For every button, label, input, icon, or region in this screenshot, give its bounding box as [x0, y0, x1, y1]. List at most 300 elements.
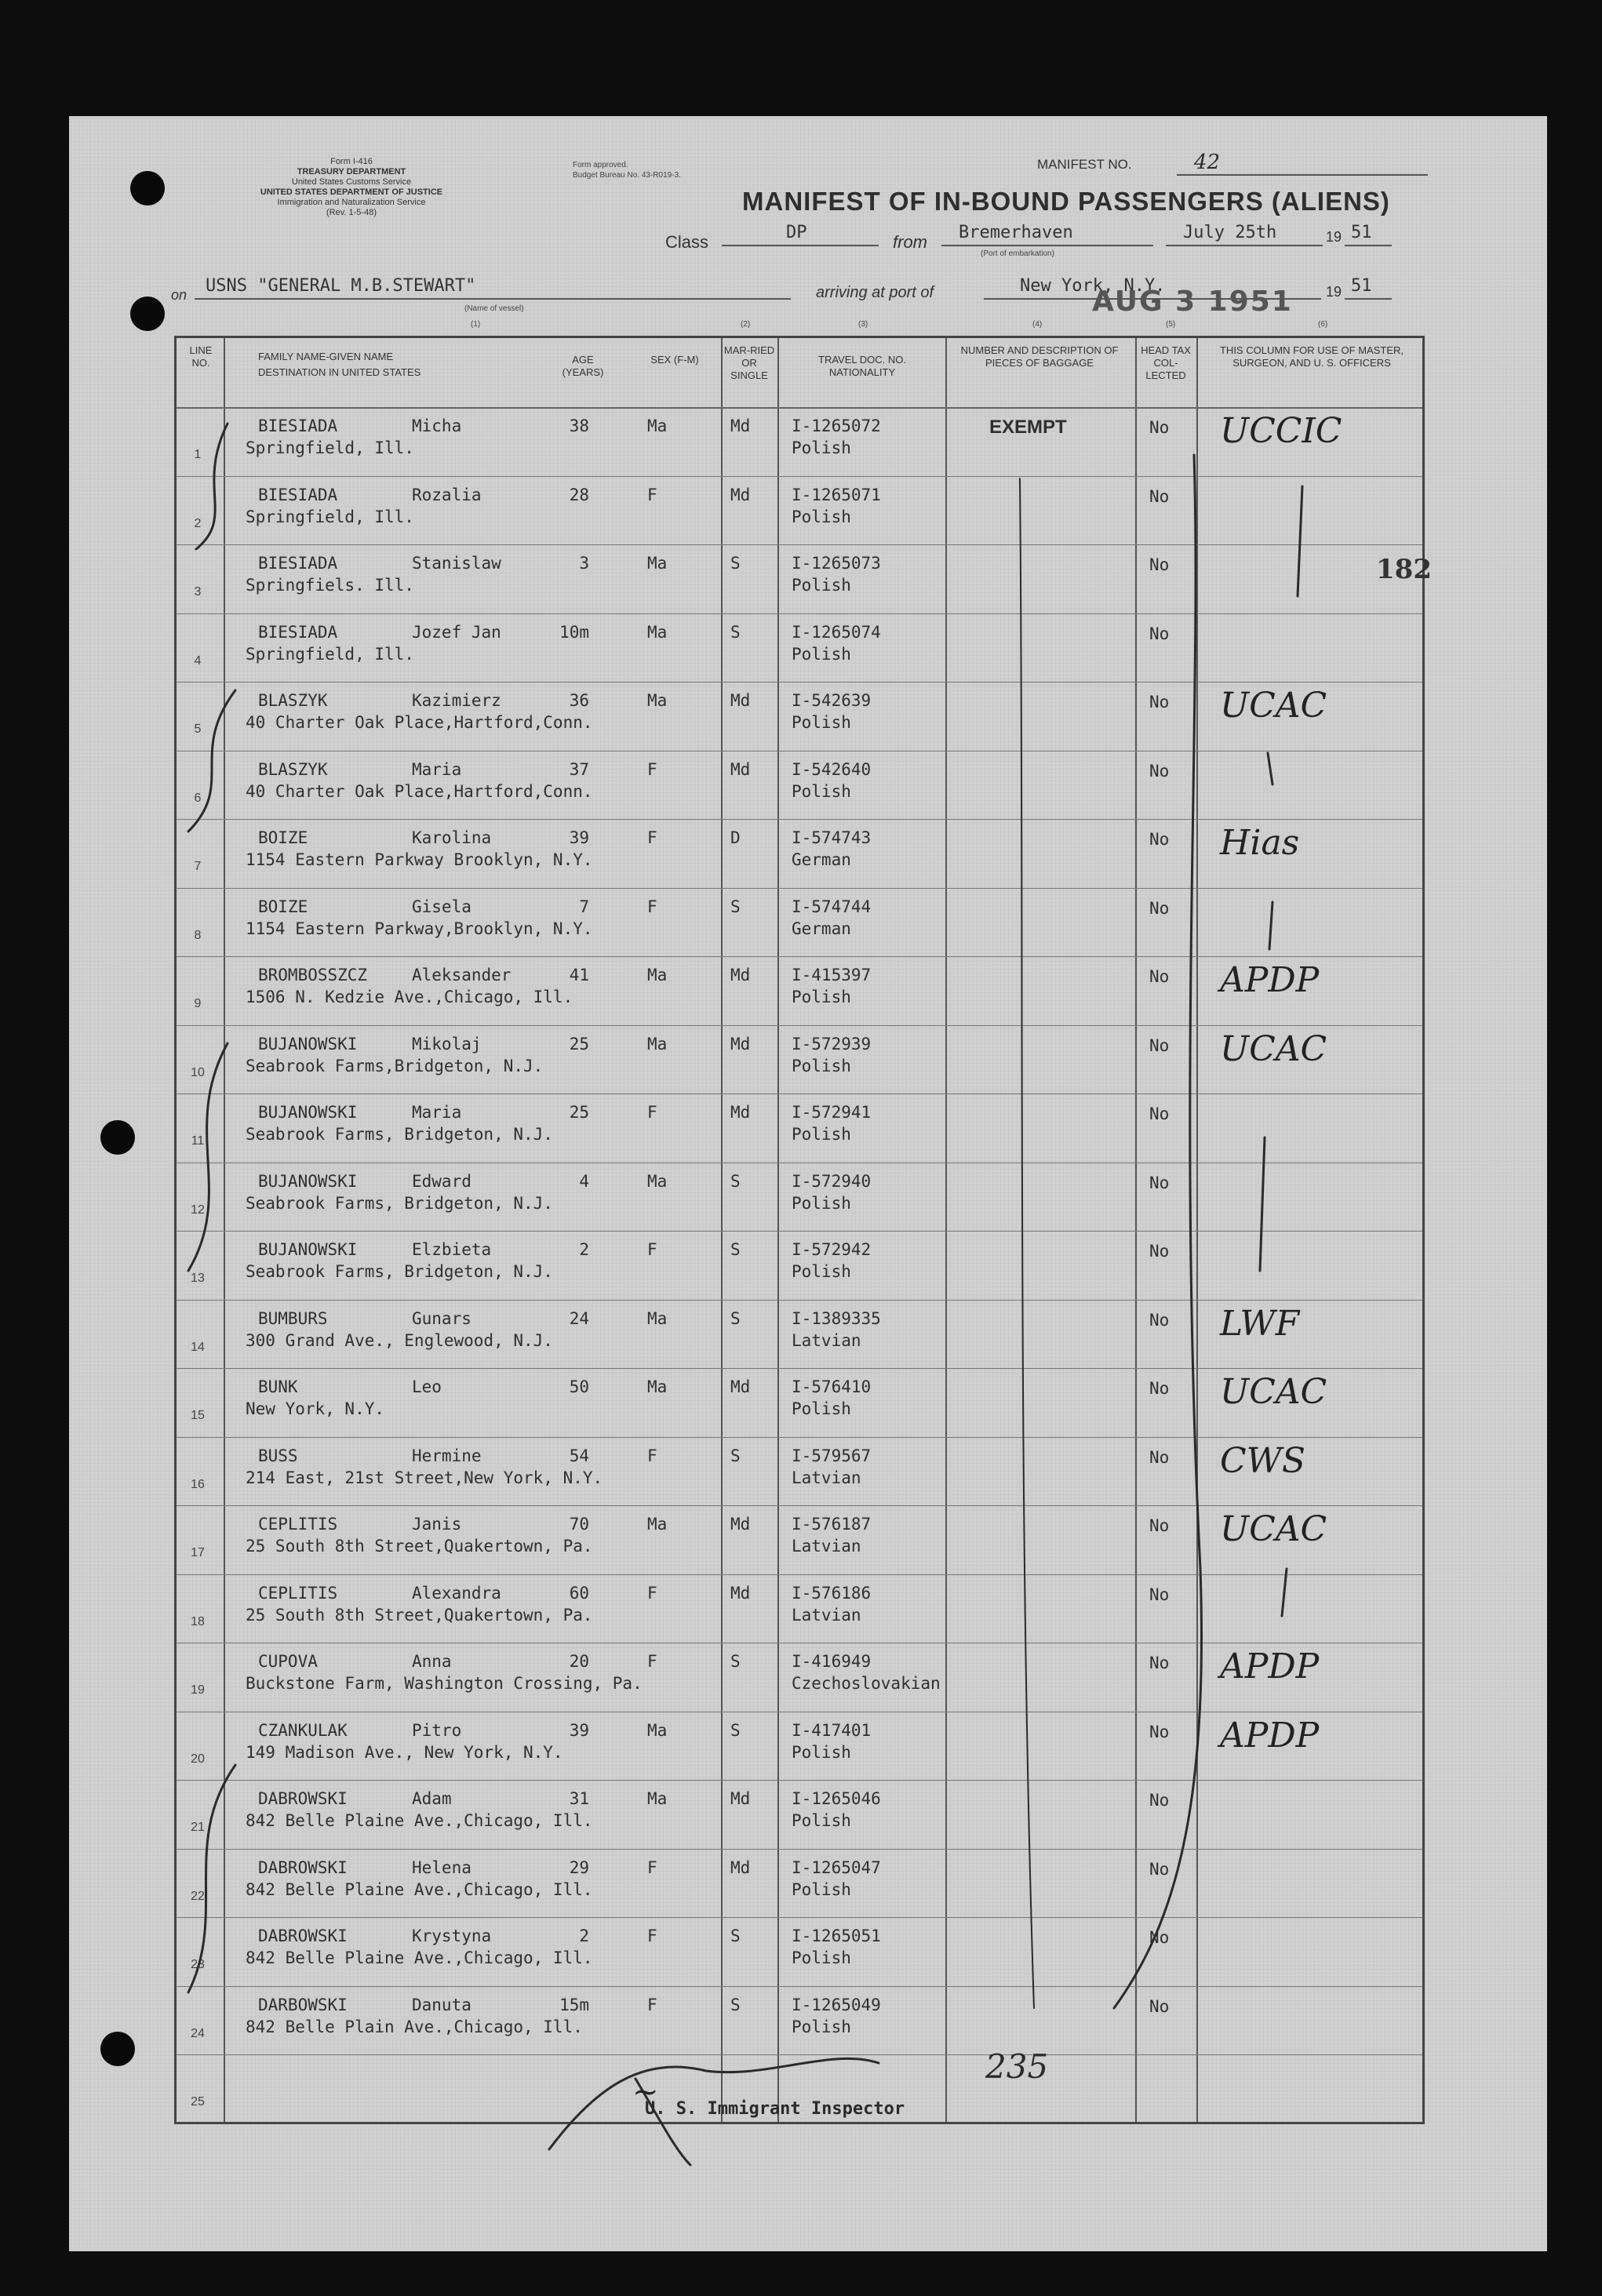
marital-status: S — [730, 1995, 741, 2014]
given-name: Helena — [412, 1858, 471, 1877]
family-name: BLASZYK — [258, 759, 328, 779]
col-number: (3) — [858, 320, 868, 329]
family-name: CEPLITIS — [258, 1515, 338, 1534]
head-tax: No — [1149, 830, 1170, 849]
line-number: 25 — [191, 2095, 205, 2109]
family-name: BUSS — [258, 1446, 298, 1465]
officer-note: UCAC — [1220, 1372, 1327, 1412]
given-name: Janis — [412, 1515, 462, 1534]
nationality: Polish — [792, 438, 851, 457]
nationality: German — [792, 850, 851, 869]
col-header-age: AGE (YEARS) — [562, 354, 604, 378]
officer-note: CWS — [1220, 1440, 1306, 1481]
officer-note: UCAC — [1220, 1028, 1327, 1069]
vessel-name: USNS "GENERAL M.B.STEWART" — [206, 276, 476, 296]
head-tax: No — [1149, 418, 1170, 437]
age: 41 — [569, 966, 589, 984]
age: 50 — [569, 1377, 589, 1396]
destination: Buckstone Farm, Washington Crossing, Pa. — [246, 1674, 643, 1693]
nationality: Polish — [792, 1125, 851, 1144]
head-tax: No — [1149, 1722, 1170, 1741]
marital-status: Md — [730, 1515, 751, 1534]
col-header-line: LINE NO. — [189, 344, 213, 369]
inspector-signature: ~ — [632, 2074, 659, 2110]
officer-note: UCAC — [1220, 686, 1327, 726]
officer-note: APDP — [1220, 1646, 1320, 1687]
family-name: BOIZE — [258, 897, 308, 916]
family-name: BIESIADA — [258, 417, 338, 435]
marital-status: Md — [730, 1034, 751, 1053]
family-name: CEPLITIS — [258, 1583, 338, 1603]
nationality: Czechoslovakian — [792, 1674, 941, 1693]
family-bracket — [188, 1043, 228, 1271]
travel-doc-number: I-574744 — [792, 897, 872, 916]
given-name: Krystyna — [412, 1927, 492, 1945]
marital-status: Md — [730, 759, 751, 779]
line-number: 6 — [194, 791, 202, 805]
given-name: Alexandra — [412, 1583, 501, 1603]
arriving-label: arriving at port of — [816, 284, 934, 301]
manifest-number: 42 — [1194, 151, 1221, 174]
travel-doc-number: I-415397 — [792, 966, 872, 984]
destination: 40 Charter Oak Place,Hartford,Conn. — [246, 713, 593, 732]
age: 25 — [569, 1034, 589, 1053]
destination: 842 Belle Plain Ave.,Chicago, Ill. — [246, 2017, 583, 2036]
line-number: 2 — [194, 516, 202, 530]
nationality: Latvian — [792, 1330, 861, 1350]
nationality: Polish — [792, 1193, 851, 1213]
nationality: Polish — [792, 1399, 851, 1418]
ditto-stroke — [1020, 478, 1034, 2008]
travel-doc-number: I-574743 — [792, 828, 872, 847]
travel-doc-number: I-1265051 — [792, 1927, 881, 1945]
departure-year: 51 — [1351, 223, 1372, 242]
head-tax: No — [1149, 1104, 1170, 1123]
given-name: Jozef Jan — [412, 622, 501, 642]
baggage: EXEMPT — [989, 417, 1067, 438]
manifest-label: MANIFEST NO. — [1037, 157, 1132, 172]
sex: Ma — [647, 1515, 668, 1534]
given-name: Kazimierz — [412, 691, 501, 710]
ditto-stroke — [1298, 486, 1302, 596]
budget-number: Budget Bureau No. 43-R019-3. — [573, 171, 681, 180]
given-name: Edward — [412, 1171, 471, 1191]
col-header-sex: SEX (F-M) — [650, 354, 699, 366]
travel-doc-number: I-1265071 — [792, 485, 881, 504]
col-header-travel-doc: TRAVEL DOC. NO. NATIONALITY — [818, 354, 906, 378]
line-number: 24 — [191, 2026, 205, 2040]
officer-note: UCAC — [1220, 1509, 1327, 1549]
nationality: Latvian — [792, 1605, 861, 1625]
family-name: BROMBOSSZCZ — [258, 966, 368, 984]
destination: 842 Belle Plaine Ave.,Chicago, Ill. — [246, 1879, 593, 1899]
nationality: Polish — [792, 507, 851, 526]
head-tax: No — [1149, 1585, 1170, 1604]
given-name: Micha — [412, 417, 462, 435]
marital-status: S — [730, 622, 741, 642]
nationality: Polish — [792, 781, 851, 801]
family-bracket — [188, 690, 235, 831]
ditto-stroke — [1114, 455, 1202, 2008]
age: 28 — [569, 485, 589, 504]
head-tax: No — [1149, 693, 1170, 711]
col-header-officers: THIS COLUMN FOR USE OF MASTER, SURGEON, AND U. S. OFFICERS — [1219, 344, 1404, 369]
travel-doc-number: I-416949 — [792, 1652, 872, 1671]
travel-doc-number: I-572942 — [792, 1240, 872, 1259]
age: 2 — [579, 1927, 589, 1945]
head-tax: No — [1149, 1173, 1170, 1192]
embark-port: Bremerhaven — [959, 223, 1073, 242]
sex: F — [647, 828, 657, 847]
age: 20 — [569, 1652, 589, 1671]
nationality: Polish — [792, 1262, 851, 1281]
year-prefix: 19 — [1326, 229, 1342, 245]
nationality: Latvian — [792, 1468, 861, 1487]
destination: 842 Belle Plaine Ave.,Chicago, Ill. — [246, 1949, 593, 1967]
class-value: DP — [786, 223, 807, 242]
departure-date: July 25th — [1183, 223, 1277, 242]
head-tax: No — [1149, 1310, 1170, 1330]
destination: 1154 Eastern Parkway,Brooklyn, N.Y. — [246, 919, 593, 938]
sex: F — [647, 1240, 657, 1259]
family-name: DABROWSKI — [258, 1858, 348, 1877]
line-number: 23 — [191, 1958, 205, 1971]
destination: Springfield, Ill. — [246, 507, 414, 526]
line-number: 3 — [194, 585, 202, 599]
col-header-married: MAR-RIED OR SINGLE — [723, 344, 775, 381]
line-number: 20 — [191, 1752, 205, 1766]
sex: Ma — [647, 622, 668, 642]
sex: F — [647, 1583, 657, 1603]
marital-status: Md — [730, 966, 751, 984]
age: 31 — [569, 1789, 589, 1808]
travel-doc-number: I-1265049 — [792, 1995, 881, 2014]
family-bracket — [196, 424, 228, 549]
travel-doc-number: I-417401 — [792, 1720, 872, 1740]
family-name: BUJANOWSKI — [258, 1171, 358, 1191]
ditto-stroke — [1269, 902, 1272, 949]
dept-justice-sub: Immigration and Naturalization Service — [277, 198, 426, 207]
marital-status: Md — [730, 1583, 751, 1603]
dept-treasury: TREASURY DEPARTMENT — [297, 167, 406, 176]
line-number: 19 — [191, 1683, 205, 1697]
officer-note: Hias — [1220, 823, 1300, 863]
line-number: 17 — [191, 1546, 205, 1559]
age: 29 — [569, 1858, 589, 1877]
line-number: 18 — [191, 1614, 205, 1628]
officer-note: LWF — [1220, 1303, 1300, 1344]
col-header-name: FAMILY NAME-GIVEN NAME — [258, 351, 394, 362]
given-name: Danuta — [412, 1995, 471, 2014]
family-name: BIESIADA — [258, 485, 338, 504]
given-name: Maria — [412, 1103, 462, 1122]
given-name: Leo — [412, 1377, 442, 1396]
col-header-destination: DESTINATION IN UNITED STATES — [258, 366, 421, 378]
marital-status: D — [730, 828, 741, 847]
family-name: BUJANOWSKI — [258, 1103, 358, 1122]
sex: F — [647, 897, 657, 916]
marital-status: S — [730, 1446, 741, 1465]
given-name: Hermine — [412, 1446, 482, 1465]
given-name: Gisela — [412, 897, 471, 916]
form-number: Form I-416 — [330, 157, 373, 166]
age: 10m — [559, 622, 589, 642]
line-number: 12 — [191, 1203, 205, 1217]
line-number: 9 — [194, 997, 202, 1010]
destination: 149 Madison Ave., New York, N.Y. — [246, 1742, 563, 1762]
family-name: CUPOVA — [258, 1652, 318, 1671]
marital-status: Md — [730, 691, 751, 710]
age: 39 — [569, 1720, 589, 1740]
sex: F — [647, 1103, 657, 1122]
travel-doc-number: I-1265046 — [792, 1789, 881, 1808]
sex: F — [647, 759, 657, 779]
given-name: Aleksander — [412, 966, 512, 984]
family-name: BIESIADA — [258, 622, 338, 642]
travel-doc-number: I-1265072 — [792, 417, 881, 435]
nationality: Polish — [792, 713, 851, 732]
travel-doc-number: I-542640 — [792, 759, 872, 779]
line-number: 4 — [194, 653, 202, 668]
inspector-label: U. S. Immigrant Inspector — [645, 2099, 905, 2119]
destination: 25 South 8th Street,Quakertown, Pa. — [246, 1537, 593, 1556]
col-number: (5) — [1166, 320, 1176, 329]
arrival-port: New York, N.Y. — [1020, 276, 1166, 296]
nationality: Polish — [792, 1879, 851, 1899]
sex: Ma — [647, 966, 668, 984]
marital-status: S — [730, 1308, 741, 1328]
margin-number: 182 — [1376, 554, 1432, 585]
destination: 300 Grand Ave., Englewood, N.J. — [246, 1330, 553, 1350]
form-approved: Form approved. — [573, 161, 628, 169]
arrival-date-stamp: AUG 3 1951 — [1092, 286, 1293, 318]
family-name: BUJANOWSKI — [258, 1034, 358, 1053]
nationality: Polish — [792, 988, 851, 1006]
sex: Ma — [647, 1789, 668, 1808]
given-name: Karolina — [412, 828, 492, 847]
from-label: from — [893, 232, 927, 252]
dept-justice: UNITED STATES DEPARTMENT OF JUSTICE — [260, 187, 443, 197]
family-name: BUNK — [258, 1377, 298, 1396]
head-tax: No — [1149, 624, 1170, 643]
age: 36 — [569, 691, 589, 710]
sex: F — [647, 1995, 657, 2014]
destination: Seabrook Farms,Bridgeton, N.J. — [246, 1056, 544, 1075]
age: 60 — [569, 1583, 589, 1603]
sex: Ma — [647, 1720, 668, 1740]
travel-doc-number: I-1265074 — [792, 622, 881, 642]
given-name: Anna — [412, 1652, 452, 1671]
family-name: DARBOWSKI — [258, 1995, 348, 2014]
travel-doc-number: I-576187 — [792, 1515, 872, 1534]
destination: Springfiels. Ill. — [246, 576, 414, 595]
form-revision: (Rev. 1-5-48) — [326, 208, 377, 217]
marital-status: S — [730, 1720, 741, 1740]
sex: Ma — [647, 1171, 668, 1191]
col-number: (4) — [1032, 320, 1043, 329]
travel-doc-number: I-576410 — [792, 1377, 872, 1396]
head-tax: No — [1149, 1859, 1170, 1879]
family-name: BUMBURS — [258, 1308, 328, 1328]
head-tax: No — [1149, 1379, 1170, 1398]
col-header-baggage: NUMBER AND DESCRIPTION OF PIECES OF BAGGAGE — [960, 344, 1119, 369]
head-tax: No — [1149, 1791, 1170, 1810]
sex: Ma — [647, 1377, 668, 1396]
sex: F — [647, 485, 657, 504]
line-number: 11 — [191, 1134, 205, 1148]
given-name: Stanislaw — [412, 554, 501, 573]
on-label: on — [171, 287, 188, 303]
marital-status: S — [730, 1240, 741, 1259]
head-tax: No — [1149, 967, 1170, 986]
ditto-stroke — [1268, 753, 1272, 784]
travel-doc-number: I-542639 — [792, 691, 872, 710]
line-number: 16 — [191, 1477, 205, 1491]
nationality: Polish — [792, 1811, 851, 1830]
sex: F — [647, 1858, 657, 1877]
destination: Springfield, Ill. — [246, 438, 414, 457]
head-tax: No — [1149, 486, 1170, 506]
sex: Ma — [647, 417, 668, 435]
sex: Ma — [647, 691, 668, 710]
sex: Ma — [647, 554, 668, 573]
embark-caption: (Port of embarkation) — [981, 249, 1054, 258]
ditto-stroke — [1282, 1569, 1287, 1616]
travel-doc-number: I-572941 — [792, 1103, 872, 1122]
nationality: Polish — [792, 1056, 851, 1075]
class-label: Class — [665, 232, 709, 252]
marital-status: Md — [730, 1103, 751, 1122]
ditto-stroke — [1260, 1137, 1265, 1271]
given-name: Pitro — [412, 1720, 462, 1740]
vessel-caption: (Name of vessel) — [464, 304, 524, 313]
line-number: 22 — [191, 1889, 205, 1903]
age: 38 — [569, 417, 589, 435]
age: 24 — [569, 1308, 589, 1328]
nationality: German — [792, 919, 851, 938]
head-tax: No — [1149, 898, 1170, 918]
age: 70 — [569, 1515, 589, 1534]
given-name: Maria — [412, 759, 462, 779]
destination: New York, N.Y. — [246, 1399, 385, 1418]
line-number: 7 — [194, 860, 202, 873]
head-tax: No — [1149, 1242, 1170, 1261]
destination: Seabrook Farms, Bridgeton, N.J. — [246, 1262, 553, 1281]
sex: F — [647, 1652, 657, 1671]
family-name: DABROWSKI — [258, 1927, 348, 1945]
marital-status: Md — [730, 1377, 751, 1396]
destination: Springfield, Ill. — [246, 644, 414, 664]
given-name: Elzbieta — [412, 1240, 492, 1259]
marital-status: S — [730, 1171, 741, 1191]
line-number: 10 — [191, 1065, 205, 1079]
sex: F — [647, 1446, 657, 1465]
line-number: 5 — [194, 722, 202, 736]
destination: Seabrook Farms, Bridgeton, N.J. — [246, 1193, 553, 1213]
head-tax: No — [1149, 555, 1170, 574]
line-number: 13 — [191, 1272, 205, 1285]
sex: Ma — [647, 1034, 668, 1053]
sex: F — [647, 1927, 657, 1945]
officer-note: APDP — [1220, 1715, 1320, 1756]
sex: Ma — [647, 1308, 668, 1328]
head-tax: No — [1149, 761, 1170, 780]
family-name: BUJANOWSKI — [258, 1240, 358, 1259]
age: 54 — [569, 1446, 589, 1465]
family-name: BLASZYK — [258, 691, 328, 710]
destination: 1154 Eastern Parkway Brooklyn, N.Y. — [246, 850, 593, 869]
nationality: Polish — [792, 576, 851, 595]
given-name: Rozalia — [412, 485, 482, 504]
arrival-year: 51 — [1351, 276, 1372, 296]
given-name: Mikolaj — [412, 1034, 482, 1053]
nationality: Polish — [792, 644, 851, 664]
col-number: (2) — [741, 320, 751, 329]
marital-status: S — [730, 1927, 741, 1945]
col-number: (6) — [1318, 320, 1328, 329]
col-header-head-tax: HEAD TAX COL-LECTED — [1141, 344, 1191, 381]
arrival-year-prefix: 19 — [1326, 284, 1342, 300]
destination: 1506 N. Kedzie Ave.,Chicago, Ill. — [246, 988, 573, 1006]
dept-treasury-sub: United States Customs Service — [291, 177, 412, 187]
travel-doc-number: I-576186 — [792, 1583, 872, 1603]
head-tax: No — [1149, 1654, 1170, 1672]
age: 37 — [569, 759, 589, 779]
officer-note: UCCIC — [1220, 411, 1342, 451]
manifest-title: MANIFEST OF IN-BOUND PASSENGERS (ALIENS) — [742, 187, 1390, 216]
age: 39 — [569, 828, 589, 847]
line-number: 21 — [191, 1821, 205, 1834]
family-name: DABROWSKI — [258, 1789, 348, 1808]
head-tax: No — [1149, 1928, 1170, 1947]
marital-status: Md — [730, 485, 751, 504]
travel-doc-number: I-572940 — [792, 1171, 872, 1191]
head-tax: No — [1149, 1516, 1170, 1535]
destination: 214 East, 21st Street,New York, N.Y. — [246, 1468, 603, 1487]
family-bracket — [188, 1765, 235, 1992]
travel-doc-number: I-1265073 — [792, 554, 881, 573]
nationality: Latvian — [792, 1537, 861, 1556]
head-tax: No — [1149, 1447, 1170, 1467]
age: 25 — [569, 1103, 589, 1122]
line-number: 8 — [194, 928, 202, 942]
destination: Seabrook Farms, Bridgeton, N.J. — [246, 1125, 553, 1144]
travel-doc-number: I-1265047 — [792, 1858, 881, 1877]
destination: 40 Charter Oak Place,Hartford,Conn. — [246, 781, 593, 801]
line-number: 14 — [191, 1340, 205, 1354]
tally-mark: 235 — [985, 2047, 1049, 2086]
marital-status: S — [730, 1652, 741, 1671]
travel-doc-number: I-572939 — [792, 1034, 872, 1053]
family-name: BOIZE — [258, 828, 308, 847]
head-tax: No — [1149, 1996, 1170, 2016]
age: 7 — [579, 897, 589, 916]
marital-status: S — [730, 897, 741, 916]
destination: 25 South 8th Street,Quakertown, Pa. — [246, 1605, 593, 1625]
age: 15m — [559, 1995, 589, 2014]
col-number: (1) — [471, 320, 481, 329]
age: 2 — [579, 1240, 589, 1259]
officer-note: APDP — [1220, 960, 1320, 1000]
family-name: BIESIADA — [258, 554, 338, 573]
nationality: Polish — [792, 2017, 851, 2036]
age: 4 — [579, 1171, 589, 1191]
marital-status: Md — [730, 417, 751, 435]
destination: 842 Belle Plaine Ave.,Chicago, Ill. — [246, 1811, 593, 1830]
travel-doc-number: I-579567 — [792, 1446, 872, 1465]
marital-status: S — [730, 554, 741, 573]
family-name: CZANKULAK — [258, 1720, 348, 1740]
